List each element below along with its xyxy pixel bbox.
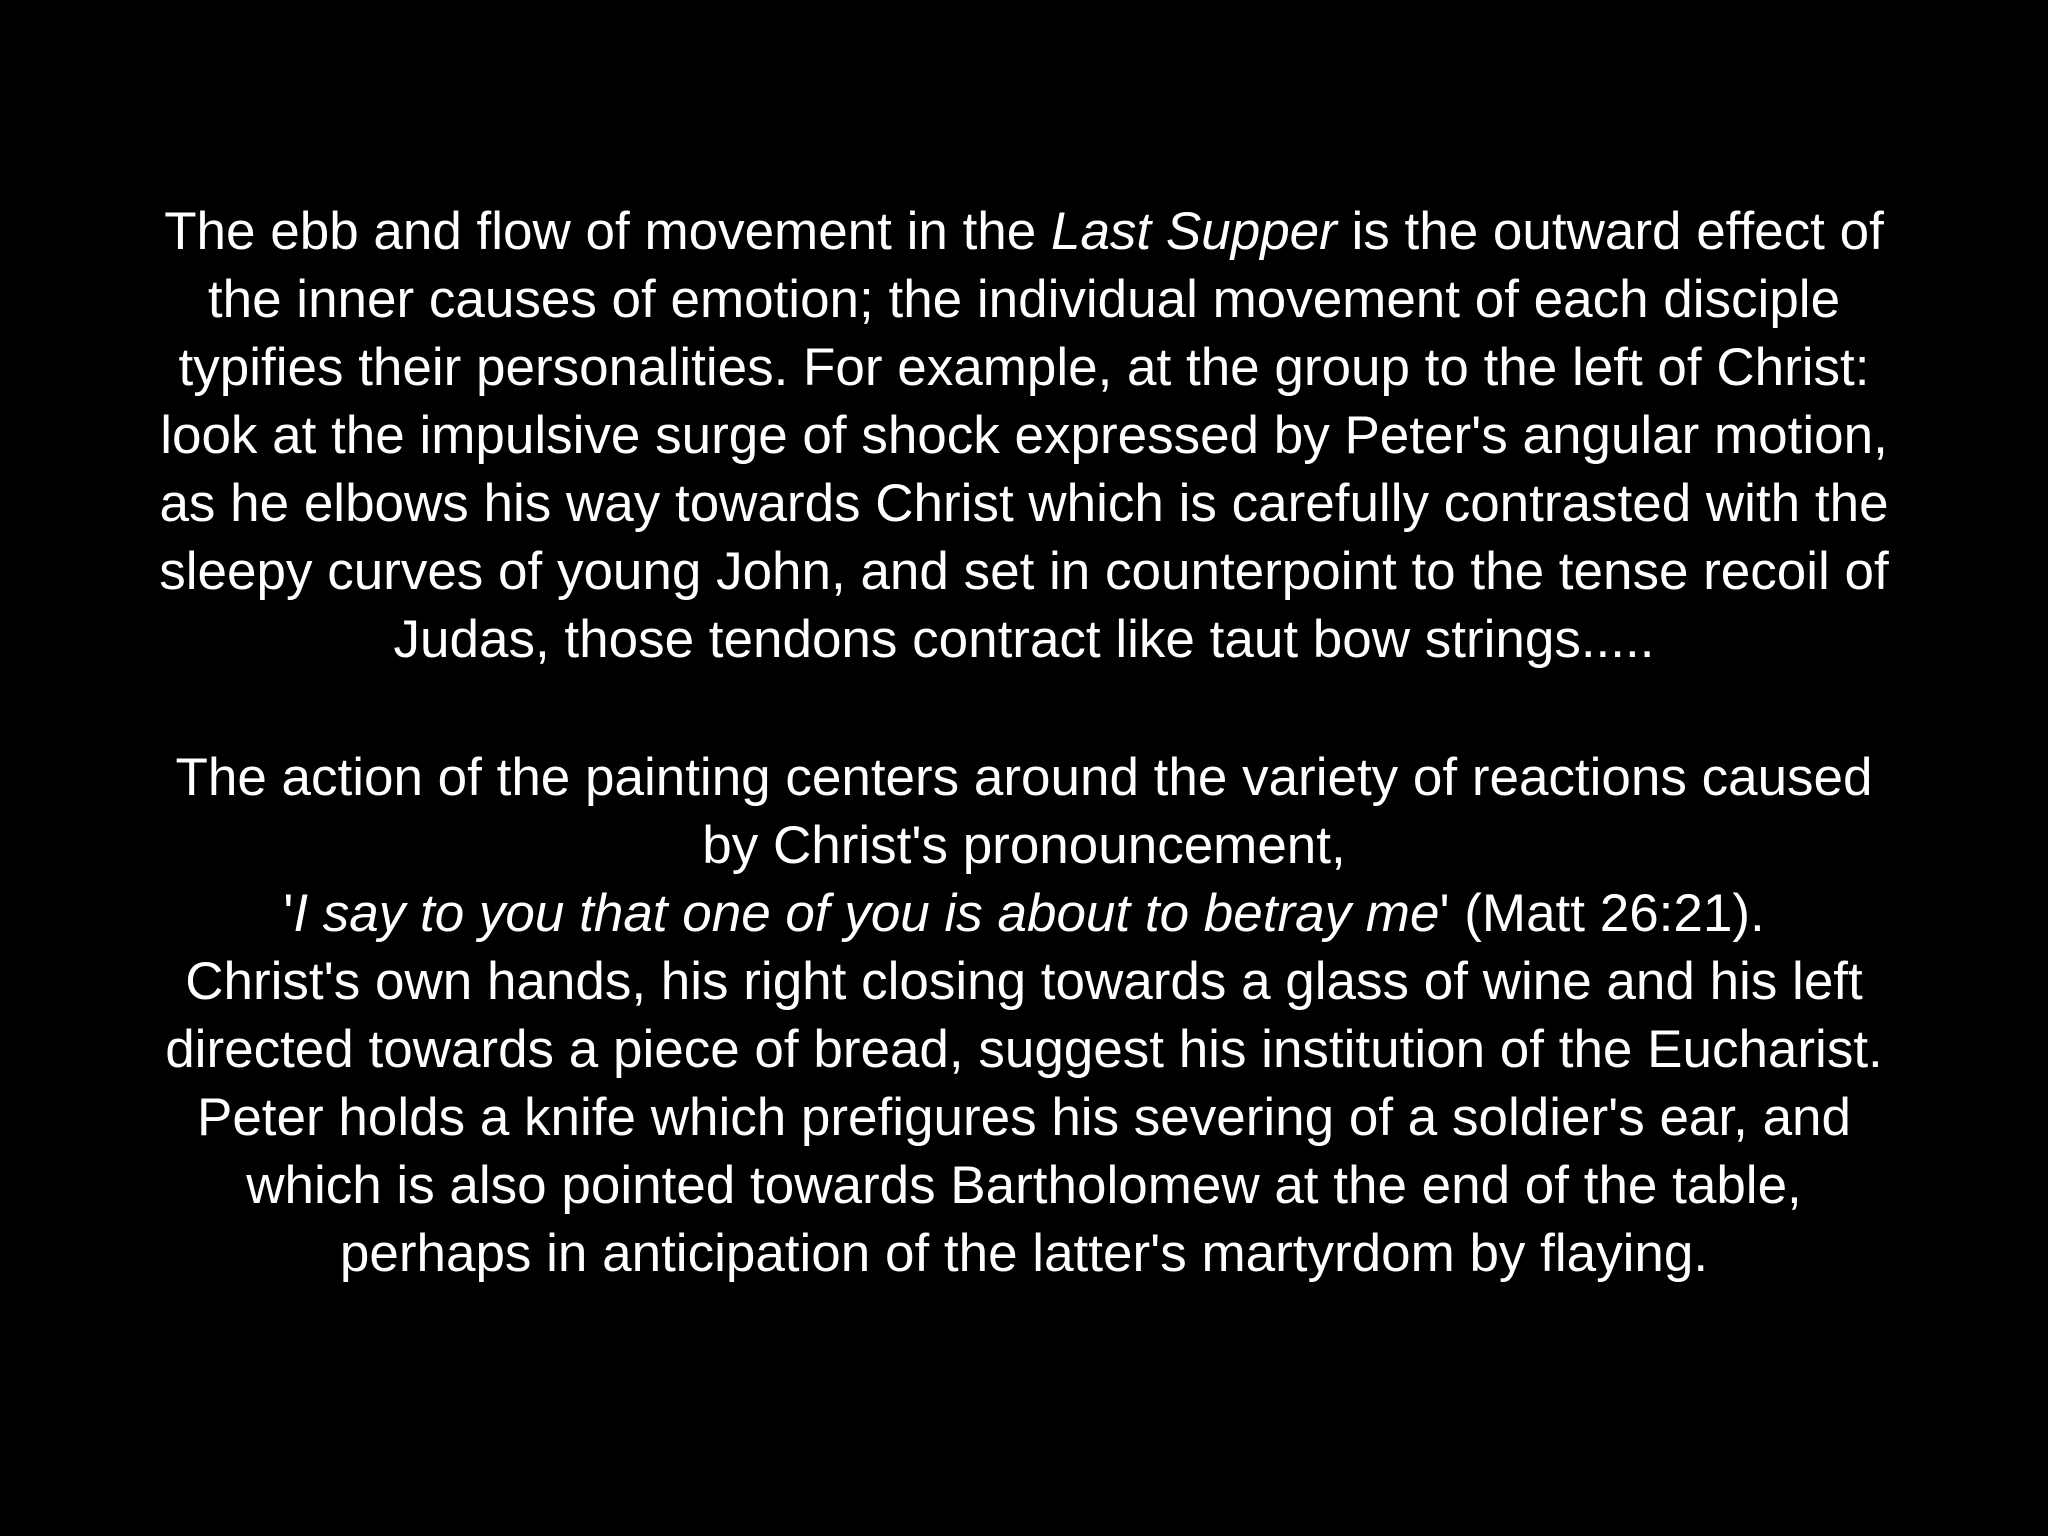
text-line: the inner causes of emotion; the individual movement of each disciple — [207, 270, 1841, 329]
text-line: Judas, those tendons contract like taut bow strings..... — [393, 610, 1655, 669]
text-segment: The ebb and flow of movement in the — [164, 202, 1051, 261]
text-line: which is also pointed towards Bartholomew at the end of the table, — [246, 1156, 1802, 1215]
text-segment: is the outward effect of — [1336, 202, 1884, 261]
text-segment: ' (Matt 26:21). — [1439, 884, 1765, 943]
painting-title-italic: Last Supper — [1050, 202, 1337, 261]
text-line: sleepy curves of young John, and set in counterpoint to the tense recoil of — [159, 542, 1889, 601]
text-line — [40, 198, 2008, 266]
text-line: The action of the painting centers around the variety of reactions caused — [175, 748, 1873, 807]
text-segment: ' — [283, 884, 294, 943]
text-line: Peter holds a knife which prefigures his severing of a soldier's ear, and — [196, 1088, 1852, 1147]
text-line: by Christ's pronouncement, — [702, 816, 1346, 875]
text-line — [40, 880, 2008, 948]
paragraph-last-supper-movement — [40, 198, 2008, 674]
text-line: directed towards a piece of bread, suggest his institution of the Eucharist. — [165, 1020, 1883, 1079]
text-line: as he elbows his way towards Christ which is carefully contrasted with the — [159, 474, 1889, 533]
text-line: perhaps in anticipation of the latter's martyrdom by flaying. — [339, 1224, 1709, 1283]
text-line: Christ's own hands, his right closing towards a glass of wine and his left — [185, 952, 1863, 1011]
paragraph-painting-action — [40, 744, 2008, 1288]
text-line: typifies their personalities. For example, at the group to the left of Christ: — [178, 338, 1870, 397]
text-line: look at the impulsive surge of shock expressed by Peter's angular motion, — [160, 406, 1888, 465]
scripture-quote-italic: I say to you that one of you is about to betray me — [293, 884, 1440, 943]
